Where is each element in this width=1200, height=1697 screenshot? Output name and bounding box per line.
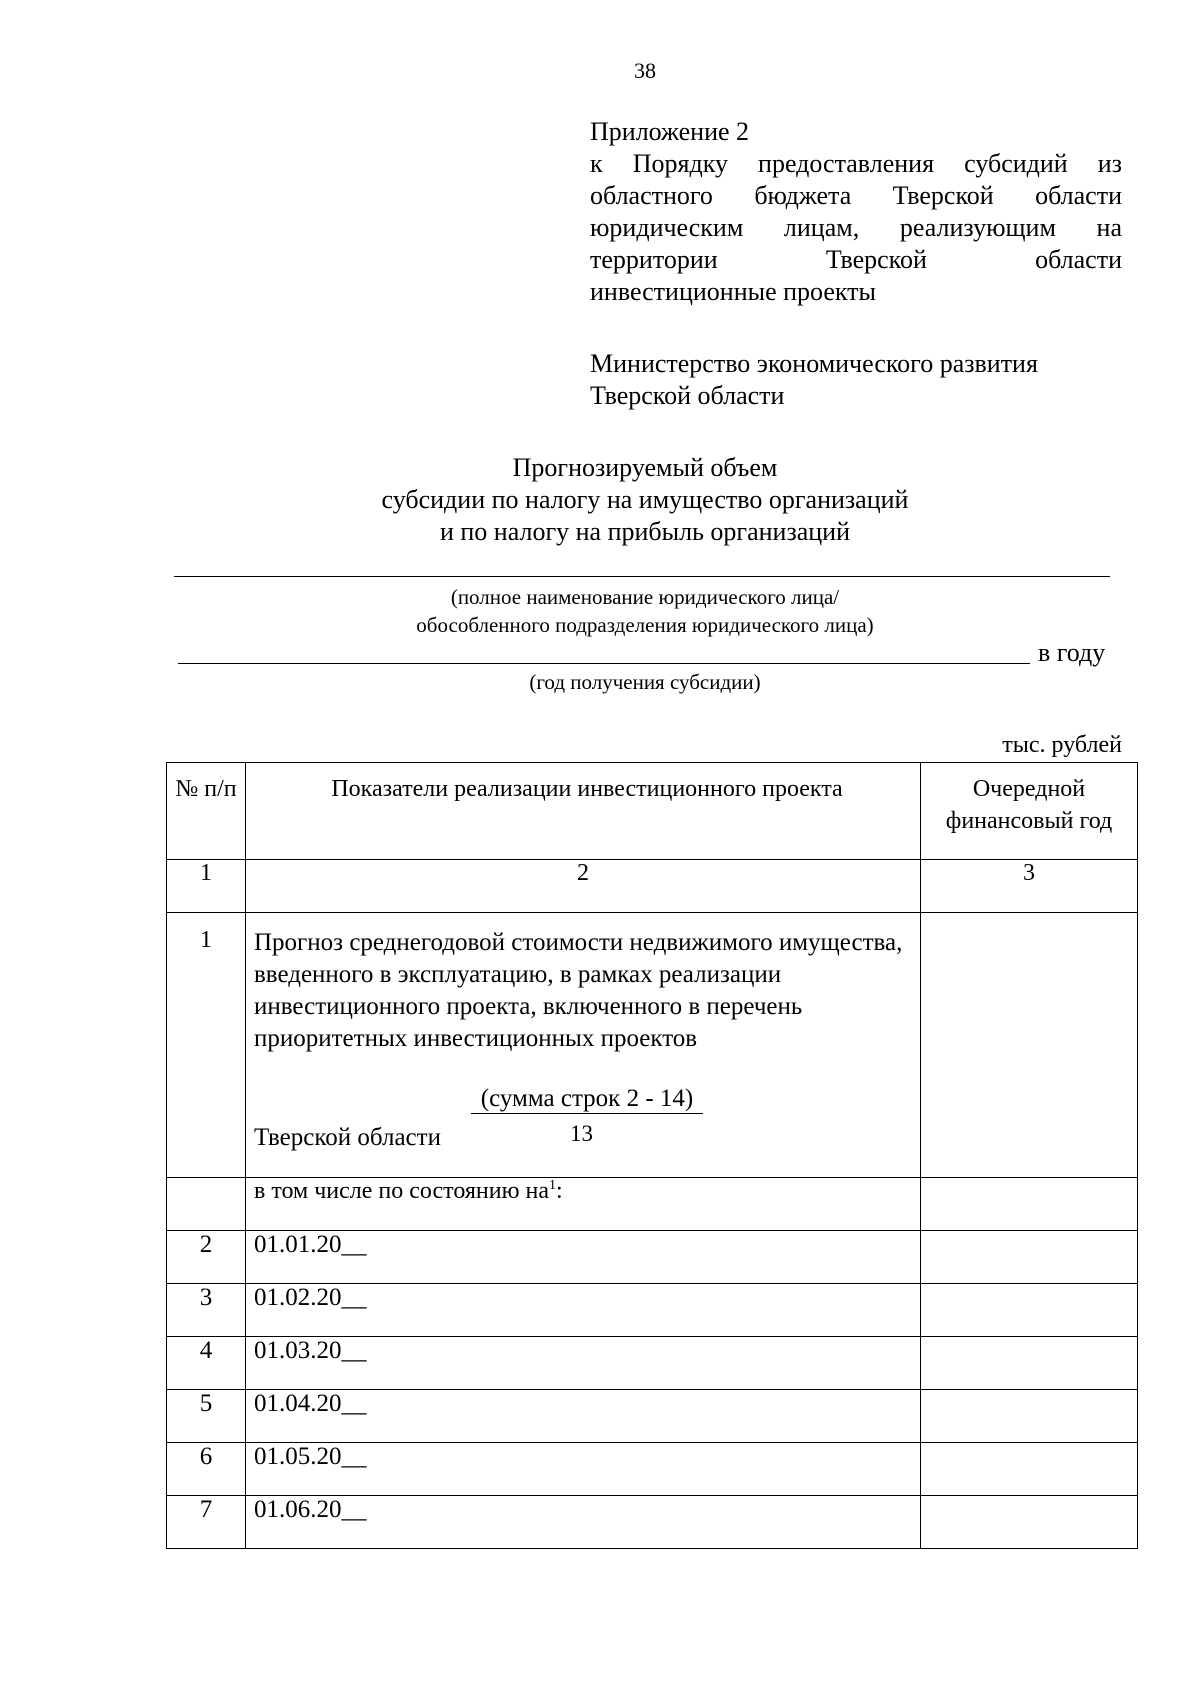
region-text: Тверской области [254, 1124, 441, 1151]
value-cell[interactable] [921, 1284, 1138, 1337]
row-num [167, 1178, 246, 1231]
column-numbers-row [167, 860, 1138, 913]
ministry-line: Тверской области [590, 381, 785, 410]
row-date: 01.05.20__ [246, 1443, 921, 1496]
fill-line-year [178, 663, 1030, 664]
heading-line: Прогнозируемый объем [512, 453, 778, 482]
row-date: 01.01.20__ [246, 1231, 921, 1284]
footnote-number[interactable]: 13 [570, 1121, 593, 1146]
row-indicator [246, 1178, 921, 1231]
value-cell[interactable] [921, 913, 1138, 1178]
col-number: 2 [246, 860, 921, 913]
row-num: 5 [167, 1390, 246, 1443]
row-date: 01.06.20__ [246, 1496, 921, 1549]
page-number: 38 [634, 58, 656, 83]
col-number: 3 [921, 860, 1138, 913]
row-num: 6 [167, 1443, 246, 1496]
row-date: 01.02.20__ [246, 1284, 921, 1337]
organization-caption [0, 583, 1200, 639]
table-row [167, 913, 1138, 1178]
value-cell[interactable] [921, 1337, 1138, 1390]
row-num: 1 [167, 913, 246, 1178]
table-row [167, 1231, 1138, 1284]
appendix-line: инвестиционные проекты [590, 277, 877, 306]
col-number: 1 [167, 860, 246, 913]
appendix-title: Приложение 2 [590, 117, 750, 146]
value-cell[interactable] [921, 1443, 1138, 1496]
subrow-text: в том числе по состоянию на [254, 1178, 550, 1204]
row-num: 7 [167, 1496, 246, 1549]
row-date: 01.03.20__ [246, 1337, 921, 1390]
ministry-block [590, 348, 1122, 412]
row-num: 4 [167, 1337, 246, 1390]
value-cell[interactable] [921, 1496, 1138, 1549]
subrow-suffix: : [556, 1178, 563, 1204]
header-num: № п/п [167, 763, 246, 860]
appendix-block [590, 116, 1122, 308]
row-num: 3 [167, 1284, 246, 1337]
appendix-line: территории Тверской области [590, 245, 1122, 274]
heading-line: субсидии по налогу на имущество организаций [381, 485, 909, 514]
row-num: 2 [167, 1231, 246, 1284]
table-row [167, 1443, 1138, 1496]
table-row [167, 1390, 1138, 1443]
footnote-marker[interactable]: 1 [549, 1178, 557, 1193]
value-cell[interactable] [921, 1390, 1138, 1443]
row-indicator [246, 913, 921, 1178]
heading-line: и по налогу на прибыль организаций [439, 517, 851, 546]
header-indicators: Показатели реализации инвестиционного проекта [246, 763, 921, 860]
sum-formula: (сумма строк 2 - 14) [471, 1085, 703, 1114]
caption-line: (полное наименование юридического лица/ [450, 585, 840, 609]
document-heading [0, 452, 1200, 548]
table-header-row [167, 763, 1138, 860]
table-row [167, 1178, 1138, 1231]
header-year: Очередной финансовый год [921, 763, 1138, 860]
fill-line-organization [174, 576, 1110, 577]
appendix-line: к Порядку предоставления субсидий из [590, 149, 1122, 178]
in-year-label: в году [1038, 638, 1106, 667]
subsidy-table [166, 762, 1138, 1549]
value-cell[interactable] [921, 1231, 1138, 1284]
caption-line: обособленного подразделения юридического лица) [416, 613, 874, 637]
ministry-line: Министерство экономического развития [590, 349, 1038, 378]
year-caption: (год получения субсидии) [529, 670, 761, 694]
unit-label: тыс. рублей [1002, 732, 1122, 758]
appendix-line: областного бюджета Тверской области [590, 181, 1122, 210]
table-row [167, 1337, 1138, 1390]
table-row [167, 1284, 1138, 1337]
value-cell[interactable] [921, 1178, 1138, 1231]
table-row [167, 1496, 1138, 1549]
main-row-text: Прогноз среднегодовой стоимости недвижимого имущества, введенного в эксплуатацию, в рамках реализации инвестиционного проекта, включенного в перечень приоритетных инвестиционных проектов [254, 929, 903, 1052]
row-date: 01.04.20__ [246, 1390, 921, 1443]
appendix-line: юридическим лицам, реализующим на [590, 213, 1122, 242]
